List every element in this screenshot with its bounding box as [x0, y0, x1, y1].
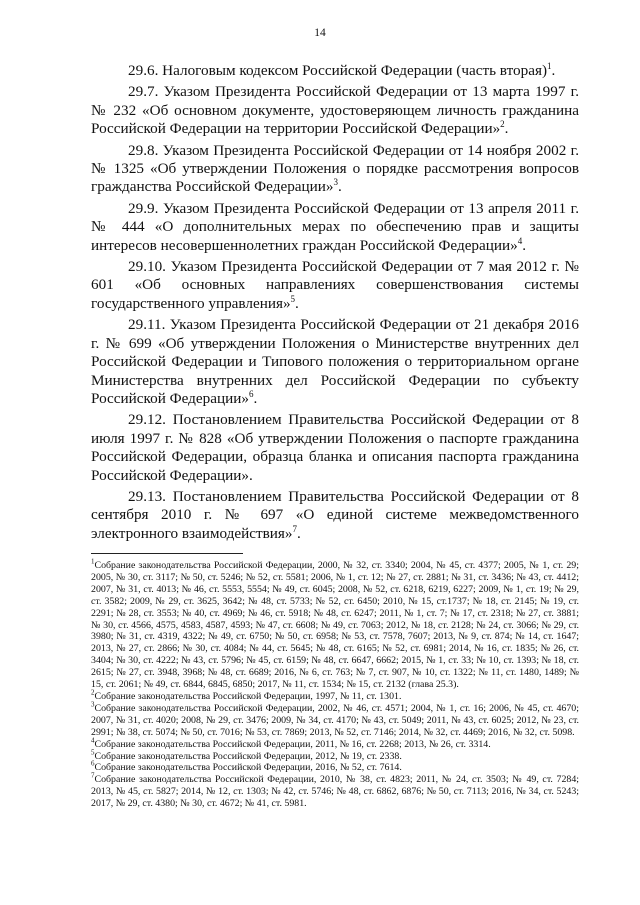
page-number: 14 — [314, 27, 326, 39]
footnote-ref: 6 — [248, 388, 254, 399]
footnote-2: $^2$Собрание законодательства Российской Федерации, 1997, № 11, ст. 1301. — [91, 688, 402, 702]
footnote-5: $^5$Собрание законодательства Российской Федерации, 2012, № 19, ст. 2338. — [91, 748, 402, 762]
footnote-7: $^7$Собрание законодательства Российской Федерации, 2010, № 38, ст. 4823; 2011, № 24, ст. 3503; № 49, ст. 7284; 2013, № 45, ст. 5827; 2014, № 12, ст. 1303; № 42, ст. 5746; № 48, ст. 6862, 6876; № 50, ст. 7113; 2016, № 34, ст. 5243; 2017, № 29, ст. 4380; № 30, ст. 4672; № 41, ст. 5981. — [91, 772, 579, 810]
paragraph-29-8: 29.8. Указом Президента Российской Федерации от 14 ноября 2002 г. № 1325 «Об утверждении Положения о порядке рассмотрения вопросов гражданства Российской Федерации»$^3$. — [91, 141, 579, 196]
footnote-4: $^4$Собрание законодательства Российской Федерации, 2011, № 16, ст. 2268; 2013, № 26, ст. 3314. — [91, 736, 491, 750]
paragraph-29-13: 29.13. Постановлением Правительства Российской Федерации от 8 сентября 2010 г. № 697 «О единой системе межведомственного электронного взаимодействия»$^7$. — [91, 487, 579, 542]
footnote-ref: 5 — [290, 293, 296, 304]
footnote-ref: 3 — [333, 177, 339, 188]
paragraph-29-10: 29.10. Указом Президента Российской Федерации от 7 мая 2012 г. № 601 «Об основных направлениях совершенствования системы государственного управления»$^5$. — [91, 258, 579, 312]
footnote-ref: 1 — [547, 60, 552, 71]
footnote-ref: 2 — [500, 119, 505, 130]
footnotes — [91, 557, 579, 810]
footnote-1: $^1$Собрание законодательства Российской Федерации, 2000, № 32, ст. 3340; 2004, № 45, ст. 4377; 2005, № 1, ст. 29; 2005, № 30, ст. 3117; № 50, ст. 5246; № 52, ст. 5581; 2006, № 1, ст. 12; № 27, ст. 2881; № 31, ст. 3436; № 43, ст. 4412; 2007, № 31, ст. 4013; № 46, ст. 5553, 5554; № 49, ст. 6045; 2008, № 52, ст. 6218, 6219, 6227; 2009, № 1, ст. 19; № 29, ст. 3582; 2009, № 29, ст. 3625, 3642; № 48, ст. 5733; № 52, ст. 6450; 2010, № 15, ст.1737; № 18, ст. 2145; № 19, ст. 2291; № 28, ст. 3553; № 40, ст. 4969; № 46, ст. 5918; № 48, ст. 6247; 2011, № 1, ст. 7; № 17, ст. 2318; № 27, ст. 3881; № 30, ст. 4566, 4575, 4583, 4587, 4593; № 47, ст. 6608; № 49, ст. 7063; 2012, № 18, ст. 2128; № 24, ст. 3066; № 29, ст. 3980; № 31, ст. 4319, 4322; № 49, ст. 6750; № 50, ст. 6958; № 53, ст. 7578, 7607; 2013, № 9, ст. 874; № 14, ст. 1647; 2013, № 27, ст. 2866; № 30, ст. 4084; № 44, ст. 5645; № 48, ст. 6165; № 52, ст. 6981; 2014, № 16, ст. 1835; № 26, ст. 3404; № 30, ст. 4222; № 43, ст. 5796; № 45, ст. 6159; № 48, ст. 6647, 6662; 2015, № 1, ст. 33; № 10, ст. 1393; № 18, ст. 2615; № 27, ст. 3948, 3968; № 48, ст. 6689; 2016, № 6, ст. 763; № 7, ст. 907, № 10, ст. 1322; № 11, ст. 1480, 1489; № 15, ст. 2061; № 49, ст. 6844, 6845, 6850; 2017, № 11, ст. 1534; № 15, ст. 2132 (глава 25.3). — [91, 557, 579, 691]
footnote-ref: 4 — [517, 235, 523, 246]
footnote-ref: 7 — [292, 523, 298, 534]
footnote-separator — [91, 553, 243, 554]
footnote-6: $^6$Собрание законодательства Российской Федерации, 2016, № 52, ст. 7614. — [91, 760, 402, 774]
main-text — [91, 62, 579, 546]
paragraph-29-11: 29.11. Указом Президента Российской Федерации от 21 декабря 2016 г. № 699 «Об утверждении Положения о Министерстве внутренних дел Российской Федерации и Типового положения о территориальном органе Министерства внутренних дел Российской Федерации по субъекту Российской Федерации»$^6$. — [91, 316, 579, 407]
paragraph-29-7: 29.7. Указом Президента Российской Федерации от 13 марта 1997 г. № 232 «Об основном документе, удостоверяющем личность гражданина Российской Федерации на территории Российской Федерации»$^2$. — [91, 83, 579, 138]
footnote-3: $^3$Собрание законодательства Российской Федерации, 2002, № 46, ст. 4571; 2004, № 1, ст. 16; 2006, № 45, ст. 4670; 2007, № 31, ст. 4020; 2008, № 29, ст. 3476; 2009, № 34, ст. 4170; № 43, ст. 5049; 2011, № 43, ст. 6025; 2012, № 23, ст. 2991; № 38, ст. 5074; № 50, ст. 7016; № 53, ст. 7869; 2013, № 52, ст. 7146; 2014, № 32, ст. 4469; 2016, № 32, ст. 5098. — [91, 700, 579, 738]
paragraph-29-9: 29.9. Указом Президента Российской Федерации от 13 апреля 2011 г. № 444 «О дополнительных мерах по обеспечению прав и защиты интересов несовершеннолетних граждан Российской Федерации»$^4$. — [91, 199, 579, 254]
paragraph-29-6: 29.6. Налоговым кодексом Российской Федерации (часть вторая)$^1$. — [128, 60, 556, 79]
paragraph-29-12: 29.12. Постановлением Правительства Российской Федерации от 8 июля 1997 г. № 828 «Об утверждении Положения о паспорте гражданина Российской Федерации, образца бланка и описания паспорта гражданина Российской Федерации». — [91, 411, 579, 484]
